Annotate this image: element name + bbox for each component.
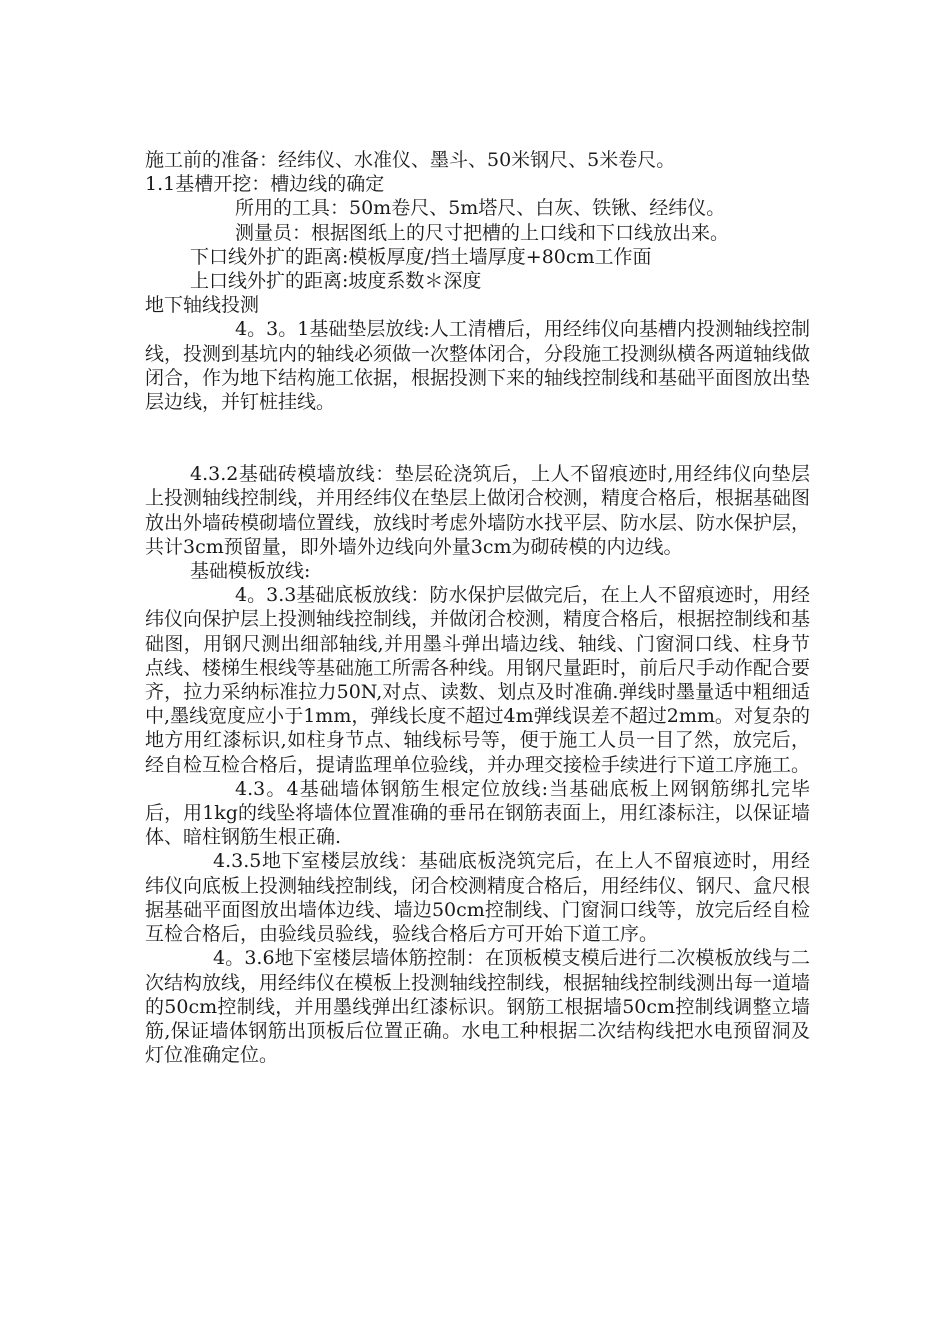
paragraph-upper-line: 上口线外扩的距离:坡度系数＊深度: [190, 270, 482, 293]
paragraph-surveyor: 测量员：根据图纸上的尺寸把槽的上口线和下口线放出来。: [235, 221, 730, 244]
paragraph-formwork-heading: 基础模板放线:: [190, 560, 311, 583]
paragraph-tools: 所用的工具：50m卷尺、5m塔尺、白灰、铁锹、经纬仪。: [235, 197, 726, 220]
paragraph-axis-heading: 地下轴线投测: [145, 294, 260, 317]
paragraph-4-3-3: 4。3.3基础底板放线：防水保护层做完后，在上人不留痕迹时，用经纬仪向保护层上投测轴线控制线，并做闭合校测，精度合格后，根据控制线和基础图，用钢尺测出细部轴线,并用墨斗弹出墙边线、轴线、门窗洞口线、柱身节点线、楼梯生根线等基础施工所需各种线。用钢尺量距时，前后尺手动作配合要齐，拉力采纳标准拉力50N,对点、读数、划点及时准确.弹线时墨量适中粗细适中,墨线宽度应小于1mm，弹线长度不超过4m弹线误差不超过2mm。对复杂的地方用红漆标识,如柱身节点、轴线标号等，便于施工人员一目了然，放完后，经自检互检合格后，提请监理单位验线，并办理交接检手续进行下道工序施工。: [145, 584, 811, 776]
paragraph-gap: [145, 414, 810, 462]
paragraph-4-3-4: 4.3。4基础墙体钢筋生根定位放线:当基础底板上网钢筋绑扎完毕后，用1kg的线坠将墙体位置准确的垂吊在钢筋表面上，用红漆标注，以保证墙体、暗柱钢筋生根正确.: [145, 777, 810, 849]
paragraph-4-3-6: 4。3.6地下室楼层墙体筋控制：在顶板模支模后进行二次模板放线与二次结构放线，用经纬仪在模板上投测轴线控制线，根据轴线控制线测出每一道墙的50cm控制线，并用墨线弹出红漆标识。钢筋工根据墙50cm控制线调整立墙筋,保证墙体钢筋出顶板后位置正确。水电工种根据二次结构线把水电预留洞及灯位准确定位。: [145, 947, 811, 1067]
paragraph-4-3-2: 4.3.2基础砖模墙放线：垫层砼浇筑后，上人不留痕迹时,用经纬仪向垫层上投测轴线控制线，并用经纬仪在垫层上做闭合校测，精度合格后，根据基础图放出外墙砖模砌墙位置线，放线时考虑外墙防水找平层、防水层、防水保护层，共计3cm预留量，即外墙外边线向外量3cm为砌砖模的内边线。: [145, 463, 811, 558]
paragraph-4-3-1: 4。3。1基础垫层放线:人工清槽后，用经纬仪向基槽内投测轴线控制线，投测到基坑内的轴线必须做一次整体闭合，分段施工投测纵横各两道轴线做闭合，作为地下结构施工依据，根据投测下来的轴线控制线和基础平面图放出垫层边线，并钉桩挂线。: [145, 318, 811, 414]
paragraph-4-3-5: 4.3.5地下室楼层放线：基础底板浇筑完后，在上人不留痕迹时，用经纬仪向底板上投测轴线控制线，闭合校测精度合格后，用经纬仪、钢尺、盒尺根据基础平面图放出墙体边线、墙边50cm控制线、门窗洞口线等，放完后经自检互检合格后，由验线员验线，验线合格后方可开始下道工序。: [145, 850, 811, 946]
paragraph-preparation: 施工前的准备：经纬仪、水准仪、墨斗、50米钢尺、5米卷尺。: [145, 149, 676, 171]
paragraph-trench-heading: 1.1基槽开挖：槽边线的确定: [145, 173, 385, 196]
document-body: [145, 148, 810, 1067]
paragraph-lower-line: 下口线外扩的距离:模板厚度/挡土墙厚度+80cm工作面: [190, 245, 652, 268]
